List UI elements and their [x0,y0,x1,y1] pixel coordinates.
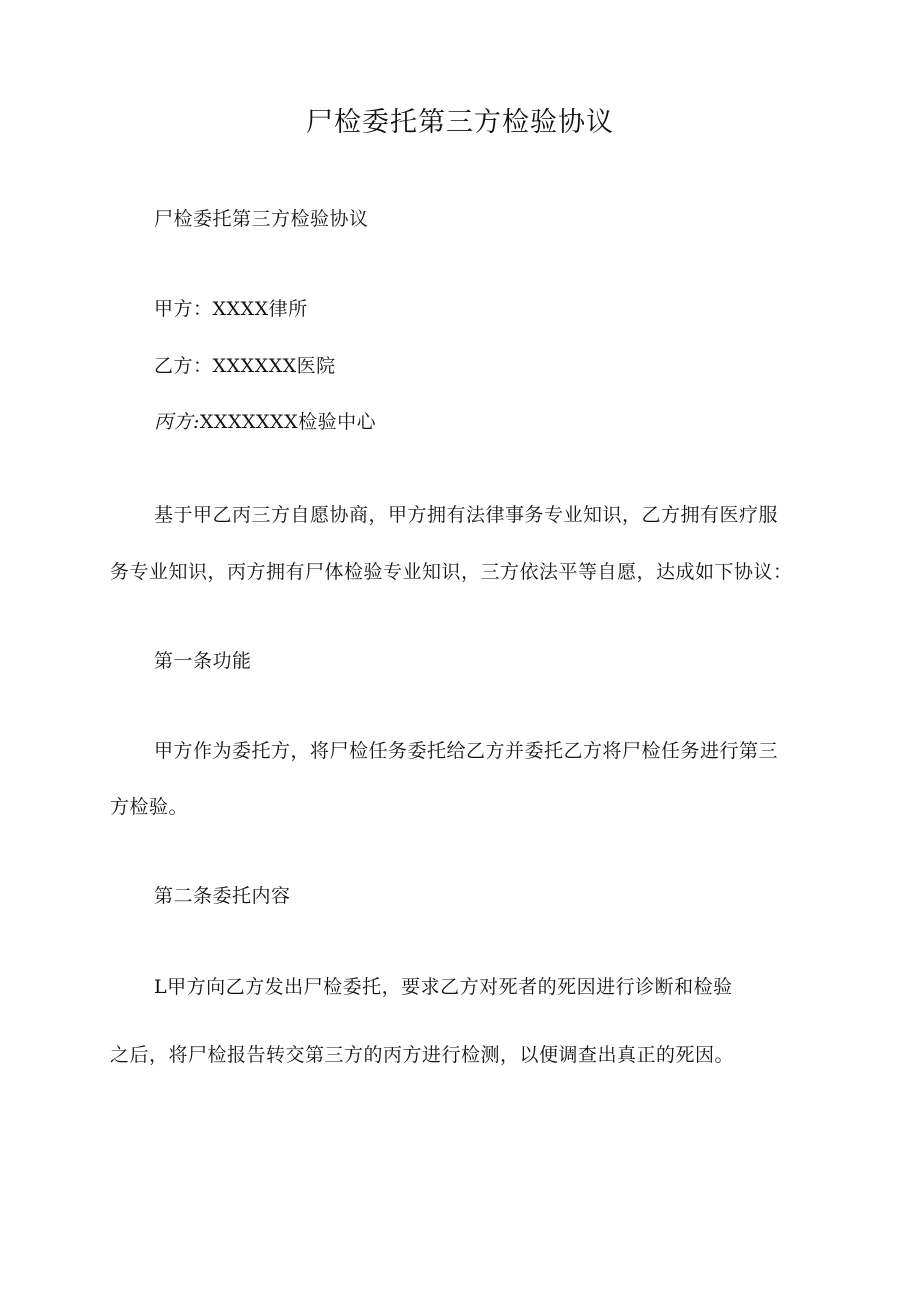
article-2-heading: 第二条委托内容 [154,885,291,907]
document-title: 尸检委托第三方检验协议 [306,107,614,138]
intro-line-1: 基于甲乙丙三方自愿协商，甲方拥有法律事务专业知识，乙方拥有医疗服 [154,504,779,526]
party-b: 乙方：XXXXXX医院 [154,355,336,377]
document-subtitle: 尸检委托第三方检验协议 [154,208,369,230]
party-c-label: 丙方: [154,411,200,433]
article-1-line-1: 甲方作为委托方，将尸检任务委托给乙方并委托乙方将尸检任务进行第三 [154,740,779,762]
article-1-heading: 第一条功能 [154,650,252,672]
party-c-value: XXXXXXX检验中心 [199,411,377,433]
article-1-line-2: 方检验。 [110,796,189,818]
article-2-line-1: L甲方向乙方发出尸检委托，要求乙方对死者的死因进行诊断和检验 [154,976,733,998]
intro-line-2: 务专业知识，丙方拥有尸体检验专业知识，三方依法平等自愿，达成如下协议： [110,561,793,583]
party-a: 甲方：XXXX律所 [154,298,308,320]
party-c [154,410,376,434]
article-2-line-2: 之后，将尸检报告转交第三方的丙方进行检测，以便调查出真正的死因。 [110,1044,735,1066]
